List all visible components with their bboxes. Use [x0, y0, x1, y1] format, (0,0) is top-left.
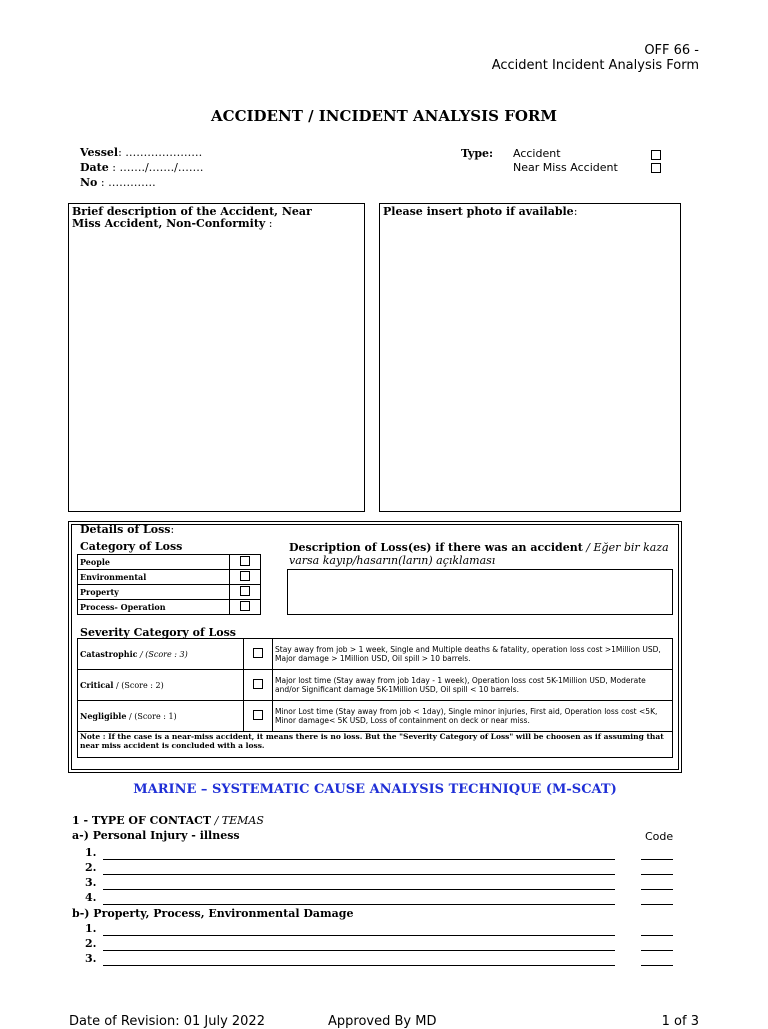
- photo-label: Please insert photo if available: [383, 205, 574, 218]
- damage-item-number: 1.: [85, 922, 97, 935]
- injury-item-code-line[interactable]: [641, 859, 673, 860]
- category-of-loss-title: Category of Loss: [80, 540, 183, 553]
- damage-item-line[interactable]: [103, 965, 615, 966]
- damage-item-number: 3.: [85, 952, 97, 965]
- injury-item-number: 2.: [85, 861, 97, 874]
- severity-critical: Critical / (Score : 2): [78, 670, 244, 701]
- accident-checkbox[interactable]: [651, 150, 661, 160]
- injury-item-line[interactable]: [103, 889, 615, 890]
- category-people: People: [78, 555, 230, 570]
- property-checkbox[interactable]: [240, 586, 250, 596]
- process-operation-checkbox[interactable]: [240, 601, 250, 611]
- damage-item-line[interactable]: [103, 950, 615, 951]
- environmental-checkbox[interactable]: [240, 571, 250, 581]
- damage-item-code-line[interactable]: [641, 935, 673, 936]
- injury-item-number: 1.: [85, 846, 97, 859]
- critical-description: Major lost time (Stay away from job 1day - 1 week), Operation loss cost 5K-1Million USD, Moderate and/or Significant damage 5K-1Million USD, Oil spill < 10 barrels.: [273, 670, 673, 701]
- vessel-field: [80, 146, 202, 159]
- page-title: ACCIDENT / INCIDENT ANALYSIS FORM: [211, 107, 557, 125]
- type-of-contact-heading: 1 - TYPE OF CONTACT / TEMAS: [72, 814, 264, 827]
- category-environmental: Environmental: [78, 570, 230, 585]
- description-suffix: :: [265, 217, 273, 230]
- severity-negligible: Negligible / (Score : 1): [78, 701, 244, 732]
- injury-item-line[interactable]: [103, 874, 615, 875]
- injury-item-line[interactable]: [103, 904, 615, 905]
- type-option-accident: Accident: [513, 147, 561, 160]
- photo-box[interactable]: [379, 203, 681, 512]
- negligible-description: Minor Lost time (Stay away from job < 1day), Single minor injuries, First aid, Operation loss cost <5K, Minor damage< 5K USD, Loss of containment on deck or near miss.: [273, 701, 673, 732]
- date-value[interactable]: : ……./……./…….: [108, 161, 204, 174]
- severity-catastrophic: Catastrophic / (Score : 3): [78, 639, 244, 670]
- description-box[interactable]: [68, 203, 365, 512]
- damage-item-number: 2.: [85, 937, 97, 950]
- form-code: OFF 66 -: [644, 43, 699, 58]
- type-label: Type:: [461, 147, 494, 160]
- injury-item-code-line[interactable]: [641, 889, 673, 890]
- vessel-value[interactable]: : …………………: [118, 146, 203, 159]
- footer-page: 1 of 3: [661, 1014, 699, 1029]
- injury-item-number: 4.: [85, 891, 97, 904]
- form-name: Accident Incident Analysis Form: [491, 58, 699, 73]
- loss-description-input[interactable]: [287, 569, 673, 615]
- damage-item-code-line[interactable]: [641, 950, 673, 951]
- severity-note: Note : If the case is a near-miss accident, it means there is no loss. But the "Severity Category of Loss" will be choosen as if assuming that near miss accident is concluded with a loss.: [78, 732, 673, 758]
- description-label: Brief description of the Accident, Near Miss Accident, Non-Conformity: [72, 205, 312, 230]
- damage-item-line[interactable]: [103, 935, 615, 936]
- injury-item-line[interactable]: [103, 859, 615, 860]
- category-table: [77, 554, 261, 615]
- near-miss-checkbox[interactable]: [651, 163, 661, 173]
- injury-item-number: 3.: [85, 876, 97, 889]
- footer-revision: Date of Revision: 01 July 2022: [69, 1014, 265, 1029]
- date-field: [80, 161, 203, 174]
- date-label: Date: [80, 161, 109, 174]
- catastrophic-checkbox[interactable]: [253, 648, 263, 658]
- damage-item-code-line[interactable]: [641, 965, 673, 966]
- severity-title: Severity Category of Loss: [80, 626, 236, 639]
- personal-injury-heading: a-) Personal Injury - illness: [72, 829, 240, 842]
- category-process-operation: Process- Operation: [78, 600, 230, 615]
- catastrophic-description: Stay away from job > 1 week, Single and Multiple deaths & fatality, operation loss cost >1Million USD, Major damage > 1Million USD, Oil spill > 10 barrels.: [273, 639, 673, 670]
- details-of-loss-label: Details of Loss:: [80, 523, 175, 536]
- no-value[interactable]: : ………….: [97, 176, 156, 189]
- injury-item-code-line[interactable]: [641, 874, 673, 875]
- photo-suffix: :: [573, 205, 578, 218]
- severity-table: [77, 638, 673, 758]
- code-column-label: Code: [645, 830, 674, 843]
- property-damage-heading: b-) Property, Process, Environmental Damage: [72, 907, 354, 920]
- category-property: Property: [78, 585, 230, 600]
- footer-approved: Approved By MD: [328, 1014, 437, 1029]
- mscat-title: MARINE – SYSTEMATIC CAUSE ANALYSIS TECHNIQUE (M-SCAT): [133, 782, 617, 797]
- no-field: [80, 176, 156, 189]
- loss-description-title: Description of Loss(es) if there was an accident / Eğer bir kaza varsa kayıp/hasarın(ların) açıklaması: [289, 541, 669, 567]
- vessel-label: Vessel: [80, 146, 119, 159]
- no-label: No: [80, 176, 98, 189]
- type-option-near-miss: Near Miss Accident: [513, 161, 618, 174]
- injury-item-code-line[interactable]: [641, 904, 673, 905]
- critical-checkbox[interactable]: [253, 679, 263, 689]
- people-checkbox[interactable]: [240, 556, 250, 566]
- negligible-checkbox[interactable]: [253, 710, 263, 720]
